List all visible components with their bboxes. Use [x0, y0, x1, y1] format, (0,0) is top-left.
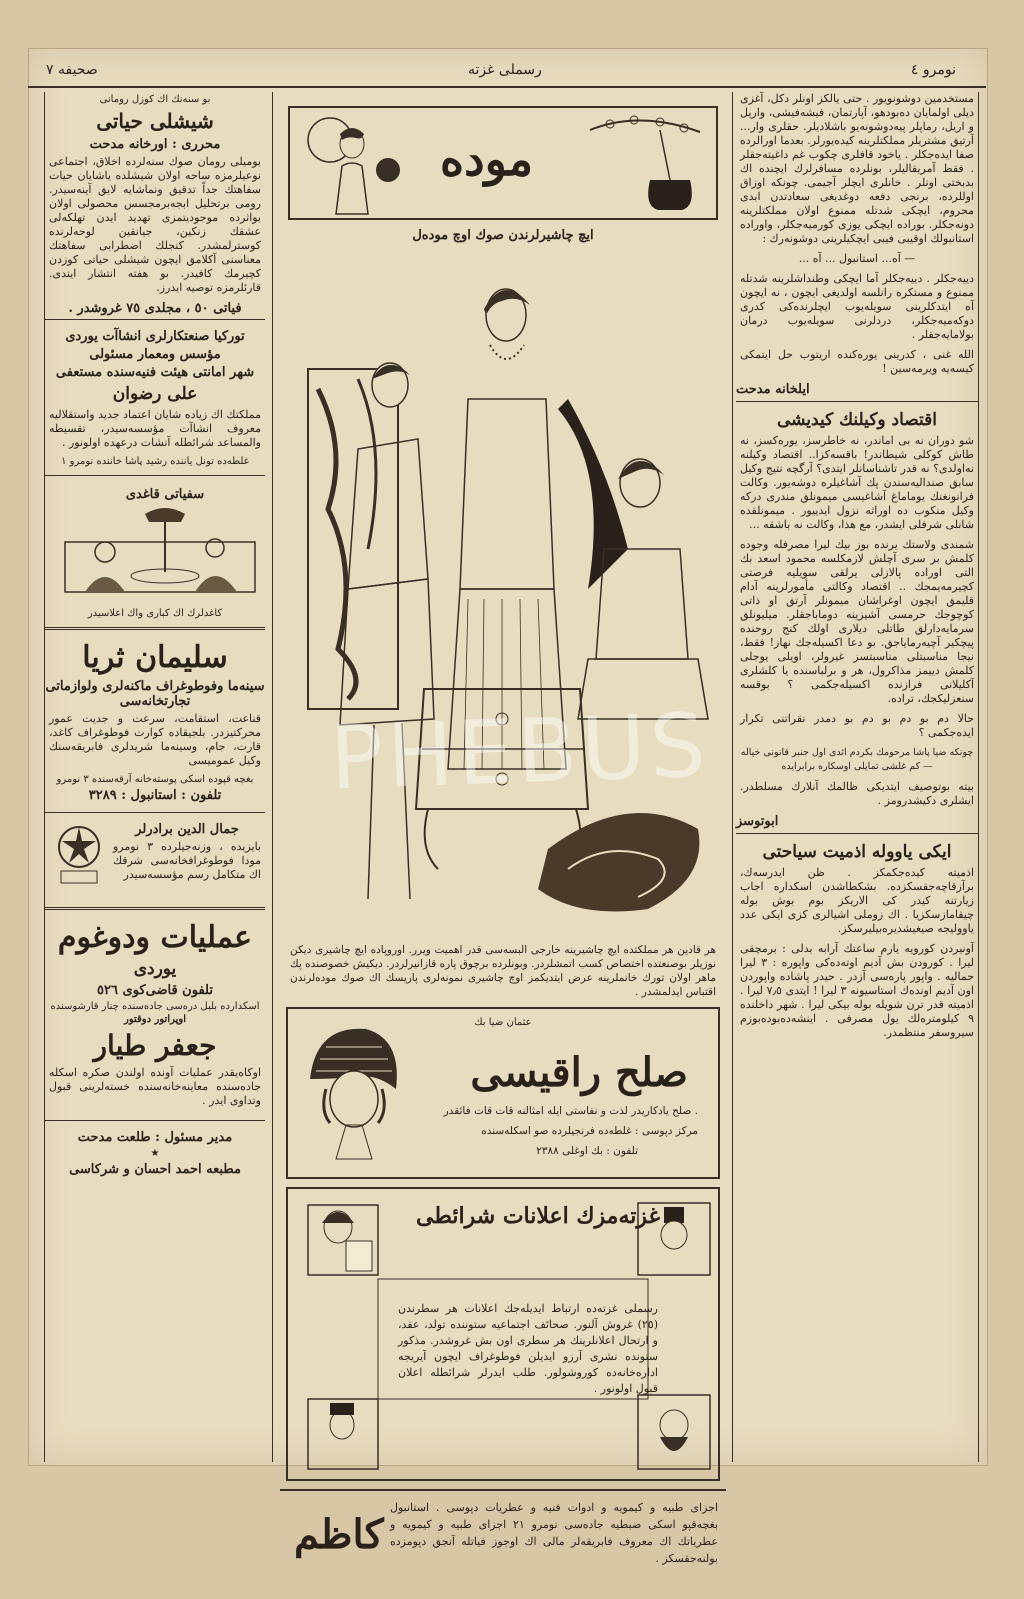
jamal-ad — [45, 812, 265, 907]
architect-line-1: توركیا صنعتكارلری انشاآت یوردی — [65, 329, 245, 344]
novel-text: بومیلی رومان صوك سنه‌لرده اخلاق، اجتماعی نوعیلرمزه ساحه اولان شیشلده یاشایان حیات سفاهتك جداً تدقیق ونماشایه لایق آینه‌سیدر. رومی برتحلیل ابجه‌برمجسس محصولی اولان بواثرده موجودیتمزی تهدید ایدن تهلکه‌لی عشقك زنكین، جیانقین لوحه‌لرنده كوسترلمشدر. كنجلك اضطرابی سفاهتك معناسنی آكلامق ایچون شیشلی حیاتی كوزدن كچیرمك كافیدر. بو هفته انتشار ایتدی. قارئلرمزه توصیه ایدرز. — [49, 155, 261, 294]
emblem-icon — [51, 821, 107, 887]
novel-title: شیشلی حیاتی — [96, 109, 214, 133]
article-quote-2: دییه‌جكلر . دییه‌جكلر آما ایچكی وطنداشلرینه شدتله ممنوع و مستكره رانلسه اولدیغی ایچون ، نه ایچون آه ایتدكلرینی سویله‌یوب ایچلرنده‌كی كدری دوكه‌میه‌جكلر، دردلرنی سویله‌یوب درمان بولامایه‌جقلر . — [740, 272, 974, 341]
masthead — [28, 60, 986, 88]
suleyman-name: سلیمان ثریا — [82, 640, 228, 675]
raki-name: صلح راقیسی — [470, 1049, 688, 1096]
clinic-ad — [45, 907, 265, 1120]
jamal-text: بایزیده ، وزنه‌جیلرده ٣ نومرو مودا فوطوغرافخانه‌سی شرقك اك متكامل رسم مؤسسه‌سیدر — [113, 840, 261, 881]
suleyman-ad — [45, 627, 265, 812]
cafe-sign: سفیاتی قاغدی — [125, 487, 205, 502]
architect-line-2: مؤسس ومعمار مسئولی — [89, 347, 221, 362]
suleyman-address: بغچه قپوده اسكی پوسته‌خانه آرقه‌سنده ٣ نومرو — [56, 774, 254, 785]
article-3-text-2: آونیردن كورویه یارم ساعتك آرابه بدلی : برمچقی لیرا . كورودن بش آدیم اوته‌ده‌كی واپوره : ٣ لیرا حمالیه . واپور پاره‌سی آزدر . حیدر پاشاده واپوردن اون آدیم اونده‌ك استاسیونه ٣ لیرا ! ایتدی ٧٫٥ لیرا . اذمیته قدر ترن شویله بوله بیكی لیرا . شهر داخلنده ٩ كیلومتره‌لك یول مصرفی . اینشه‌ده‌بوده‌بوزم سیروسفر منتظمدر. — [740, 942, 974, 1039]
novel-author: محرری : اورخانه مدحت — [89, 137, 221, 152]
article-signature-1: ایلخانه مدحت — [736, 382, 978, 402]
suleyman-sub: سینه‌ما وفوطوغراف ماكنه‌لری ولوازماتی تجارتخانه‌سی — [45, 679, 265, 709]
article-quote-3: الله غنی ، كدرینی یوره‌كنده اریتوب حل ایتمكی كیسه‌یه ویرمه‌سین ! — [740, 348, 974, 375]
fashion-caption: هر قادین هر مملكتده ایچ چاشیرینه خارجی البسه‌سی قدر اهمیت ویرر. اوروپاده ایچ چاشیری دیكن نوزیلر بوصنعتده اختصاص كسب اتمشلردر. وبونلرده برچوق پاره قازانیرلردر. دیكیش خصوصنده پك ماهر اولان تورك خانملرینه عرض ایتدیكمز اوچ چاشیری نمونه‌لری پاریسك اك صوك موده‌لرندن اقتباس ایدلمشدر . — [290, 944, 716, 998]
fashion-header — [288, 106, 718, 220]
suleyman-text: قناعت، استقامت، سرعت و جدیت عمور محرکتیزدر. بلجیقاده كوارت فوطوغراف كاغد، قارت، جام، وسینه‌ما شریدلری فابریقه‌سنك وكیل عمومیسی — [49, 712, 261, 767]
architect-ad — [45, 319, 265, 475]
cafe-illustration — [55, 482, 265, 602]
kazim-name: كاظم — [294, 1511, 384, 1558]
right-column — [736, 92, 979, 1462]
jamal-title: جمال الدین برادرلر — [135, 822, 239, 837]
architect-line-3: شهر امانتی هیئت فنیه‌سنده مستعفی — [55, 365, 255, 380]
colophon — [45, 1120, 265, 1186]
kazim-text: اجزای طبیه و كیمویه و ادوات فنیه و عطریات دپوسی . استانبول بغچه‌قپو اسكی ضبطیه جاده‌سی نومرو ٢١ اجزای طبیه و كیمویه و عطریاتك اك معروف فابریقه‌لر مالی اك اوجوز فیاتله آنجق دپومزده بولنه‌جقسكز . — [390, 1501, 718, 1565]
printer: مطبعه احمد احسان و شركاسی — [69, 1162, 241, 1177]
raki-line-2: مركز دپوسی : غلطه‌ده فرنجیلرده صو اسكله‌سنده — [481, 1125, 698, 1137]
director: مدیر مسئول : طلعت مدحت — [77, 1130, 233, 1145]
watermark: PHEBUS — [328, 693, 712, 810]
clinic-yurdu: یوردی — [133, 959, 177, 979]
fashion-title: موده — [440, 132, 533, 186]
kazim-ad — [280, 1489, 726, 1599]
clinic-title: عملیات ودوغوم — [57, 920, 253, 955]
architect-address: غلطه‌ده تونل یاننده رشید پاشا خاننده نومرو ١ — [61, 456, 249, 467]
fashion-illustration — [288, 249, 718, 937]
woman-hat-icon — [296, 1019, 406, 1169]
article-2-question: حالا دم بو دم بو دم بو دمدر نقراتنی تكرار ایده‌جكمی ؟ — [740, 712, 974, 739]
architect-name: علی رضوان — [112, 384, 198, 404]
center-column — [280, 92, 726, 1565]
paper-name: رسملی غزته — [468, 62, 542, 78]
fashion-subtitle: ایچ چاشیرلرندن صوك اوچ موده‌ل — [412, 228, 594, 243]
article-2-text-2: شمندی ولاستك یرنده بوز بیك لیرا مصرفله وجوده كلمش بر سری آچلش لازمكلسه محمود اسعد بك التی اوراده پالازلی یرلقی سویلیه فرصتی كچیرمه‌یمجك .. اقتصاد وكالتی مأمورلرینه آدام قلیمق ایچون اوغراشان میمونلر آرتق او ذاتی كوچوجك حرمسی آشیزینه دوماباجقلر. میلیونلق سرمایه‌دارلق طاتلی دیلاری اولك كنج روحنده پیچكیر آچیه‌رمایاجق. بو دعا اكسیله‌جك نهاز! فقط، نیجا مناسبتلی مناسبتسز غیرولر، اویلی یوجلی كلمش دییمز مذاكرول، هر و برلباسنده یا كلشلری آكلیلانی فرازنده اكسیله‌جكمی ؟ بوقسه سنعزلیكجك، تراده. — [740, 538, 974, 705]
novel-intro: بو سنه‌نك اك كوزل رومانی — [99, 94, 211, 105]
article-quote-1: — آه... استانبول ... آه ... — [798, 252, 916, 265]
doctor-name: جعفر طیار — [93, 1029, 217, 1062]
doctor-text: اوكاه‌یقدر عملیات آونده اولندن صكره اسكله جاده‌سنده معاینه‌خانه‌سنده خسته‌لرینی قبول وتداوی ایدر . — [49, 1066, 261, 1107]
terms-text: رسملی غزته‌ده ارتباط ایدیله‌جك اعلانات هر سطرندن (٢٥) غروش آلنور. صحائف اجتماعیه ستوننده تولد، عقد، و ارتحال اعلانلرینك هر سطری اون بش غروشدر. مذكور ستونده نشری آرزو ایدیلن فوطوغراف ایچون آیریجه اداره‌خانه‌ده كوروشولور. طلب ایدرلر شرائطله اعلان قبول اولونور . — [398, 1302, 658, 1395]
article-signature-2: ابوتوسز — [736, 814, 978, 834]
architect-text: مملكتك اك زیاده شایان اعتماد جدید واستقلالیه معروف انشاآت مؤسسه‌سیدر، تقسیطه والمساعد شرائطله آنشات درعهده اولونور . — [49, 408, 261, 449]
star-icon: ★ — [150, 1148, 160, 1159]
blossom-vase-icon — [580, 110, 710, 216]
article-3-text: اذمیته كیده‌جكمكز . ظن ایدرسه‌ك، برآزقاچه‌جقسكزده. بشكطاشدن اسكداره اجاب زیارتنه كیدر كی الاریكز بوم بوش بوله چیقامازسكزیا . اك زوملی اشیالری كزی ایكی عدد یاوولیجه صیغیشدیره‌بیلیرسكز. — [740, 866, 974, 935]
advertising-terms-ad — [286, 1187, 720, 1481]
clinic-address: اسكدارده بلبل دره‌سی جاده‌سنده چنار قارشوسنده — [50, 1001, 260, 1012]
article-2-title: اقتصاد وكیلنك كیدیشی — [776, 410, 938, 430]
cafe-ad — [45, 475, 265, 627]
article-3-title: ایكی یاووله اذمیت سیاحتی — [762, 842, 952, 862]
terms-title: غزته‌مزك اعلانات شرائطی — [415, 1203, 661, 1229]
page-label: صحیفه ۷ — [46, 62, 98, 78]
raki-top: عثمان ضیا بك — [474, 1017, 532, 1028]
column-rule — [732, 92, 733, 1462]
novel-price: فیاتی ٥٠ ، مجلدی ٧٥ غروشدر . — [68, 301, 242, 316]
article-2-text: شو دوران نه بی اماندر، نه خاطرسز، یوره‌كسز، نه طاش كوكلی شیطاندر! باقسه‌كزا.. اقتصاد وكیلنه نه‌اولدی؟ نه قدر تاشناسانلر ایتدی؟ آرگچه نتیج وكیل سابق صنداليه‌سندن پك آشاغیلره دوشه‌یور. وكالت فرانونغنك یوماماغ آشاغیسی میمونلق مندرى دركه وكیل منكوب ده اوراثه نزول ایدیيور . میمونلقده شانلی شرفلی ایشدر، مع هذا، وكالت نه باشقه ... — [740, 434, 974, 531]
woman-portrait-icon — [296, 110, 406, 216]
fashion-drawing — [288, 249, 718, 937]
issue-number: نومرو ٤ — [910, 62, 956, 78]
raki-ad — [286, 1007, 720, 1179]
article-intro: مستخدمین دوشونویور . حتی یالكز اونلر دكل، آغزی دیلی اولمایان ده‌بودهو، آپارتمان، فیشه‌فیشی، واریل و اریل، رماپلر پیه‌دوشونه‌یو باشلادیلر. حقلری وار... آرتیق مشتریلر مملكتلرینه كیده‌یورلر. بعدما اورالرده صفا ایده‌جكلر . یاخود قافلری چكوب غم داغیته‌جقلر . فقط آمریقالیلر، بونلرده مسافرلرك ایچنده اك بدبختی اونلر . خانلری ایچلر آجیمی. چونكه اوزاق اوللرده، برنجی دفعه دوغدیغی سعادتدن ابدی محروم، ایچكی شدتله ممنوع اولان مملكتلرینه دونه‌جكلر. بوراده ایچكی یوزی كورمیه‌جكلر، واوراده استانبولك اوقیبی فیبی ایچكیلرینی دوشونه‌رك : — [740, 92, 974, 245]
left-column — [44, 92, 265, 1462]
cafe-caption: كاغدلرك اك كباری واك اعلاسیدر — [87, 608, 223, 619]
doctor-prefix: اوپراتور دوقتور — [123, 1014, 187, 1025]
clinic-phone: تلفون قاضی‌كوی ٥٢٦ — [97, 983, 213, 998]
column-rule — [272, 92, 273, 1462]
raki-line-1: صلح یادكاریدر لذت و نفاستی ایله امثالنه قات قات فائقدر . — [443, 1105, 698, 1117]
suleyman-phone: تلفون : استانبول : ٣٢٨٩ — [88, 788, 222, 803]
article-2-verse: چونكه ضیا پاشا مرحومك بكردم ائدی اول جنبر قانونی خیاله — كم غلشی تمایلی اوسكاره برابرایده — [740, 747, 974, 772]
article-2-end: بیته بوتوصیف ایتدیكی ظالمك آنلارك مسلطدر. ایشلری دكیشدرومز . — [740, 780, 974, 807]
raki-line-3: تلفون : بك اوغلی ٢٣٨٨ — [536, 1145, 638, 1157]
